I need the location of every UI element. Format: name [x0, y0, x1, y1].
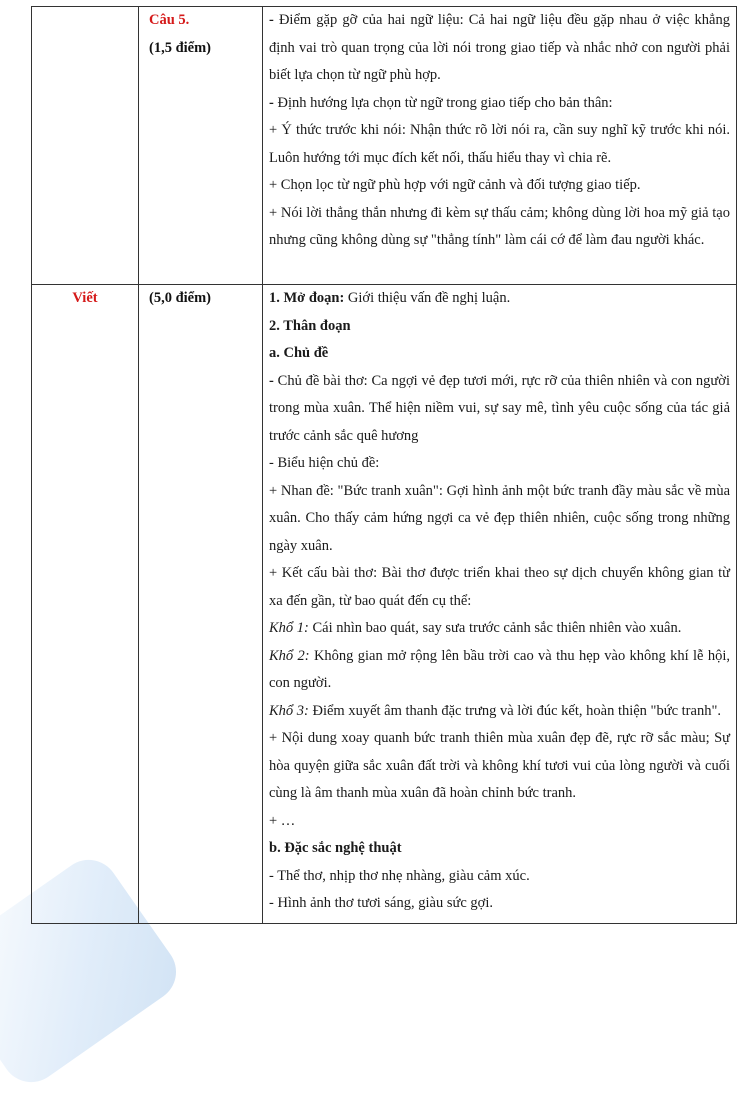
answer-line — [269, 808, 730, 836]
line-text: Không gian mở rộng lên bầu trời cao và thu hẹp vào không khí lễ hội, con người. — [269, 647, 730, 691]
line-text: - Thể thơ, nhịp thơ nhẹ nhàng, giàu cảm xúc. — [269, 867, 530, 884]
line-text: + Nội dung xoay quanh bức tranh thiên mùa xuân đẹp đẽ, rực rỡ sắc màu; Sự hòa quyện giữa sắc xuân đất trời và không khí tươi vui của lòng người và cuối cùng là âm thanh mùa xuân đã hoàn chỉnh bức tranh. — [269, 730, 730, 801]
answer-cell — [263, 285, 737, 924]
line-bold: a. Chủ đề — [269, 345, 329, 361]
section-cell — [32, 7, 139, 285]
line-text: Điểm xuyết âm thanh đặc trưng và lời đúc kết, hoàn thiện "bức tranh". — [308, 702, 721, 719]
points-label: (1,5 điểm) — [149, 39, 212, 56]
line-italic: Khổ 3: — [269, 702, 309, 719]
answer-line — [269, 890, 730, 918]
answer-line — [269, 835, 730, 863]
answer-line — [269, 698, 730, 726]
answer-line — [269, 285, 730, 313]
answer-line — [269, 368, 730, 451]
answer-line — [269, 172, 730, 200]
answer-line — [269, 340, 730, 368]
line-text: + Nói lời thẳng thắn nhưng đi kèm sự thấu cảm; không dùng lời hoa mỹ giả tạo nhưng cũng không dùng sự "thẳng tính" làm cái cớ để làm đau người khác. — [269, 204, 730, 248]
line-bold: b. Đặc sắc nghệ thuật — [269, 840, 402, 856]
line-text: + Ý thức trước khi nói: Nhận thức rõ lời nói ra, cần suy nghĩ kỹ trước khi nói. Luôn hướng tới mục đích kết nối, thấu hiểu thay vì chia rẽ. — [269, 122, 730, 166]
line-italic: Khổ 1: — [269, 620, 309, 636]
question-label: Câu 5. — [149, 12, 190, 28]
answer-line — [269, 478, 730, 561]
answer-line — [269, 313, 730, 341]
answer-line — [269, 117, 730, 172]
answer-line — [269, 7, 730, 90]
answer-line — [269, 615, 730, 643]
question-cell — [139, 7, 263, 285]
line-text: + Nhan đề: "Bức tranh xuân": Gợi hình ảnh một bức tranh đầy màu sắc về mùa xuân. Cho thấy cảm hứng ngợi ca vẻ đẹp thiên nhiên, cuộc sống trong những ngày xuân. — [269, 482, 730, 554]
line-bold: 1. Mở đoạn: — [269, 290, 345, 306]
line-bold: 2. Thân đoạn — [269, 317, 351, 334]
line-prefix_bold: - — [269, 94, 278, 111]
line-italic: Khổ 2: — [269, 647, 310, 664]
line-text: Định hướng lựa chọn từ ngữ trong giao tiếp cho bản thân: — [277, 94, 613, 111]
line-text: Cái nhìn bao quát, say sưa trước cảnh sắc thiên nhiên vào xuân. — [308, 620, 682, 636]
answer-line — [269, 725, 730, 808]
line-text: Giới thiệu vấn đề nghị luận. — [344, 290, 511, 306]
answer-cell — [263, 7, 737, 285]
line-text: + Kết cấu bài thơ: Bài thơ được triển khai theo sự dịch chuyển không gian từ xa đến gần, từ bao quát đến cụ thể: — [269, 565, 730, 609]
points-label: (5,0 điểm) — [149, 290, 212, 306]
line-prefix_bold: - — [269, 12, 279, 28]
table-row — [32, 7, 737, 285]
line-text: + … — [269, 812, 296, 829]
answer-line — [269, 560, 730, 615]
answer-line — [269, 863, 730, 891]
line-prefix_bold: - — [269, 372, 278, 389]
line-text: - Hình ảnh thơ tươi sáng, giàu sức gợi. — [269, 895, 493, 911]
answer-line — [269, 90, 730, 118]
line-text: - Biểu hiện chủ đề: — [269, 455, 380, 471]
question-cell — [139, 285, 263, 924]
line-text: + Chọn lọc từ ngữ phù hợp với ngữ cảnh và đối tượng giao tiếp. — [269, 177, 641, 193]
section-cell: Viết — [32, 285, 139, 924]
answer-line — [269, 643, 730, 698]
line-text: Điểm gặp gỡ của hai ngữ liệu: Cả hai ngữ liệu đều gặp nhau ở việc khẳng định vai trò quan trọng của lời nói trong giao tiếp và nhắc nhở con người phải biết lựa chọn từ ngữ phù hợp. — [269, 12, 730, 83]
table-row — [32, 285, 737, 924]
answer-line — [269, 200, 730, 255]
answer-table — [31, 6, 737, 924]
answer-line — [269, 450, 730, 478]
line-text: Chủ đề bài thơ: Ca ngợi vẻ đẹp tươi mới, rực rỡ của thiên nhiên và con người trong mùa xuân. Thể hiện niềm vui, sự say mê, tình yêu cuộc sống của tác giả trước cảnh sắc quê hương — [269, 372, 730, 444]
